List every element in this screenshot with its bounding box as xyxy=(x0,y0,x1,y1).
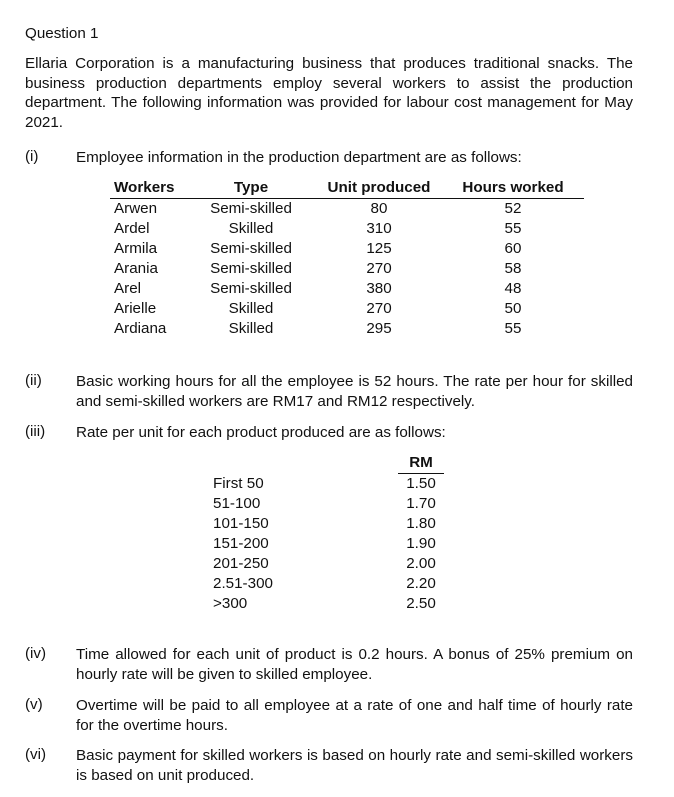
unit-range: >300 xyxy=(213,595,248,612)
column-header-rm: RM xyxy=(398,453,444,474)
worker-type: Semi-skilled xyxy=(210,240,292,257)
item-number: (v) xyxy=(25,696,43,713)
intro-paragraph: Ellaria Corporation is a manufacturing business that produces traditional snacks. The business production departments employ several workers to assist the production department. The following information was provided for labour cost management for May 2021. xyxy=(25,55,633,131)
rate-value: 1.70 xyxy=(406,495,436,512)
column-header-unit-produced: Unit produced xyxy=(316,178,442,199)
hours-worked: 55 xyxy=(504,220,522,237)
hours-worked: 60 xyxy=(504,240,522,257)
table-row xyxy=(213,594,444,614)
item-number: (ii) xyxy=(25,372,42,389)
worker-type: Skilled xyxy=(228,220,274,237)
item-text: Employee information in the production department are as follows: xyxy=(76,149,522,166)
table-header-row xyxy=(213,453,444,474)
worker-name: Arwen xyxy=(114,200,158,217)
rate-value: 2.50 xyxy=(406,595,436,612)
item-text: Rate per unit for each product produced are as follows: xyxy=(76,424,446,441)
table-row xyxy=(213,514,444,534)
unit-produced: 380 xyxy=(366,280,392,297)
rate-value: 1.80 xyxy=(406,515,436,532)
worker-type: Skilled xyxy=(228,320,274,337)
hours-worked: 58 xyxy=(504,260,522,277)
unit-produced: 270 xyxy=(366,300,392,317)
worker-name: Arel xyxy=(114,280,142,297)
table-row xyxy=(110,299,584,319)
rate-table xyxy=(213,453,444,614)
unit-range: 2.51-300 xyxy=(213,575,273,592)
unit-produced: 310 xyxy=(366,220,392,237)
rate-value: 2.20 xyxy=(406,575,436,592)
item-text: Basic payment for skilled workers is based on hourly rate and semi-skilled workers is based on unit produced. xyxy=(76,747,633,784)
unit-produced: 295 xyxy=(366,320,392,337)
column-header-workers: Workers xyxy=(110,178,186,199)
worker-name: Arania xyxy=(114,260,158,277)
rate-value: 2.00 xyxy=(406,555,436,572)
rate-value: 1.90 xyxy=(406,535,436,552)
table-row xyxy=(110,279,584,299)
column-header-type: Type xyxy=(186,178,316,199)
worker-name: Arielle xyxy=(114,300,157,317)
rate-value: 1.50 xyxy=(406,475,436,492)
item-text: Basic working hours for all the employee is 52 hours. The rate per hour for skilled and semi-skilled workers are RM17 and RM12 respectively. xyxy=(76,373,633,410)
table-row xyxy=(213,534,444,554)
worker-name: Ardiana xyxy=(114,320,167,337)
item-number: (vi) xyxy=(25,746,47,763)
table-row xyxy=(213,474,444,495)
hours-worked: 55 xyxy=(504,320,522,337)
table-row xyxy=(213,574,444,594)
table-row xyxy=(110,199,584,220)
unit-produced: 270 xyxy=(366,260,392,277)
unit-produced: 125 xyxy=(366,240,392,257)
employee-table xyxy=(110,178,584,339)
table-row xyxy=(110,259,584,279)
unit-range: 51-100 xyxy=(213,495,261,512)
item-text: Overtime will be paid to all employee at a rate of one and half time of hourly rate for the overtime hours. xyxy=(76,697,633,734)
unit-produced: 80 xyxy=(370,200,388,217)
worker-name: Ardel xyxy=(114,220,150,237)
hours-worked: 52 xyxy=(504,200,522,217)
question-heading: Question 1 xyxy=(25,25,99,42)
worker-type: Semi-skilled xyxy=(210,200,292,217)
table-row xyxy=(213,554,444,574)
table-row xyxy=(213,494,444,514)
hours-worked: 48 xyxy=(504,280,522,297)
worker-type: Semi-skilled xyxy=(210,260,292,277)
table-row xyxy=(110,319,584,339)
worker-name: Armila xyxy=(114,240,158,257)
unit-range: 101-150 xyxy=(213,515,269,532)
unit-range: 201-250 xyxy=(213,555,269,572)
unit-range: 151-200 xyxy=(213,535,269,552)
column-header-hours-worked: Hours worked xyxy=(442,178,584,199)
item-text: Time allowed for each unit of product is 0.2 hours. A bonus of 25% premium on hourly rate will be given to skilled employee. xyxy=(76,646,633,683)
table-row xyxy=(110,239,584,259)
table-row xyxy=(110,219,584,239)
unit-range: First 50 xyxy=(213,474,264,492)
hours-worked: 50 xyxy=(504,300,522,317)
worker-type: Skilled xyxy=(228,300,274,317)
item-number: (i) xyxy=(25,148,39,165)
item-number: (iii) xyxy=(25,423,46,440)
item-number: (iv) xyxy=(25,645,47,662)
table-header-row xyxy=(110,178,584,199)
worker-type: Semi-skilled xyxy=(210,280,292,297)
